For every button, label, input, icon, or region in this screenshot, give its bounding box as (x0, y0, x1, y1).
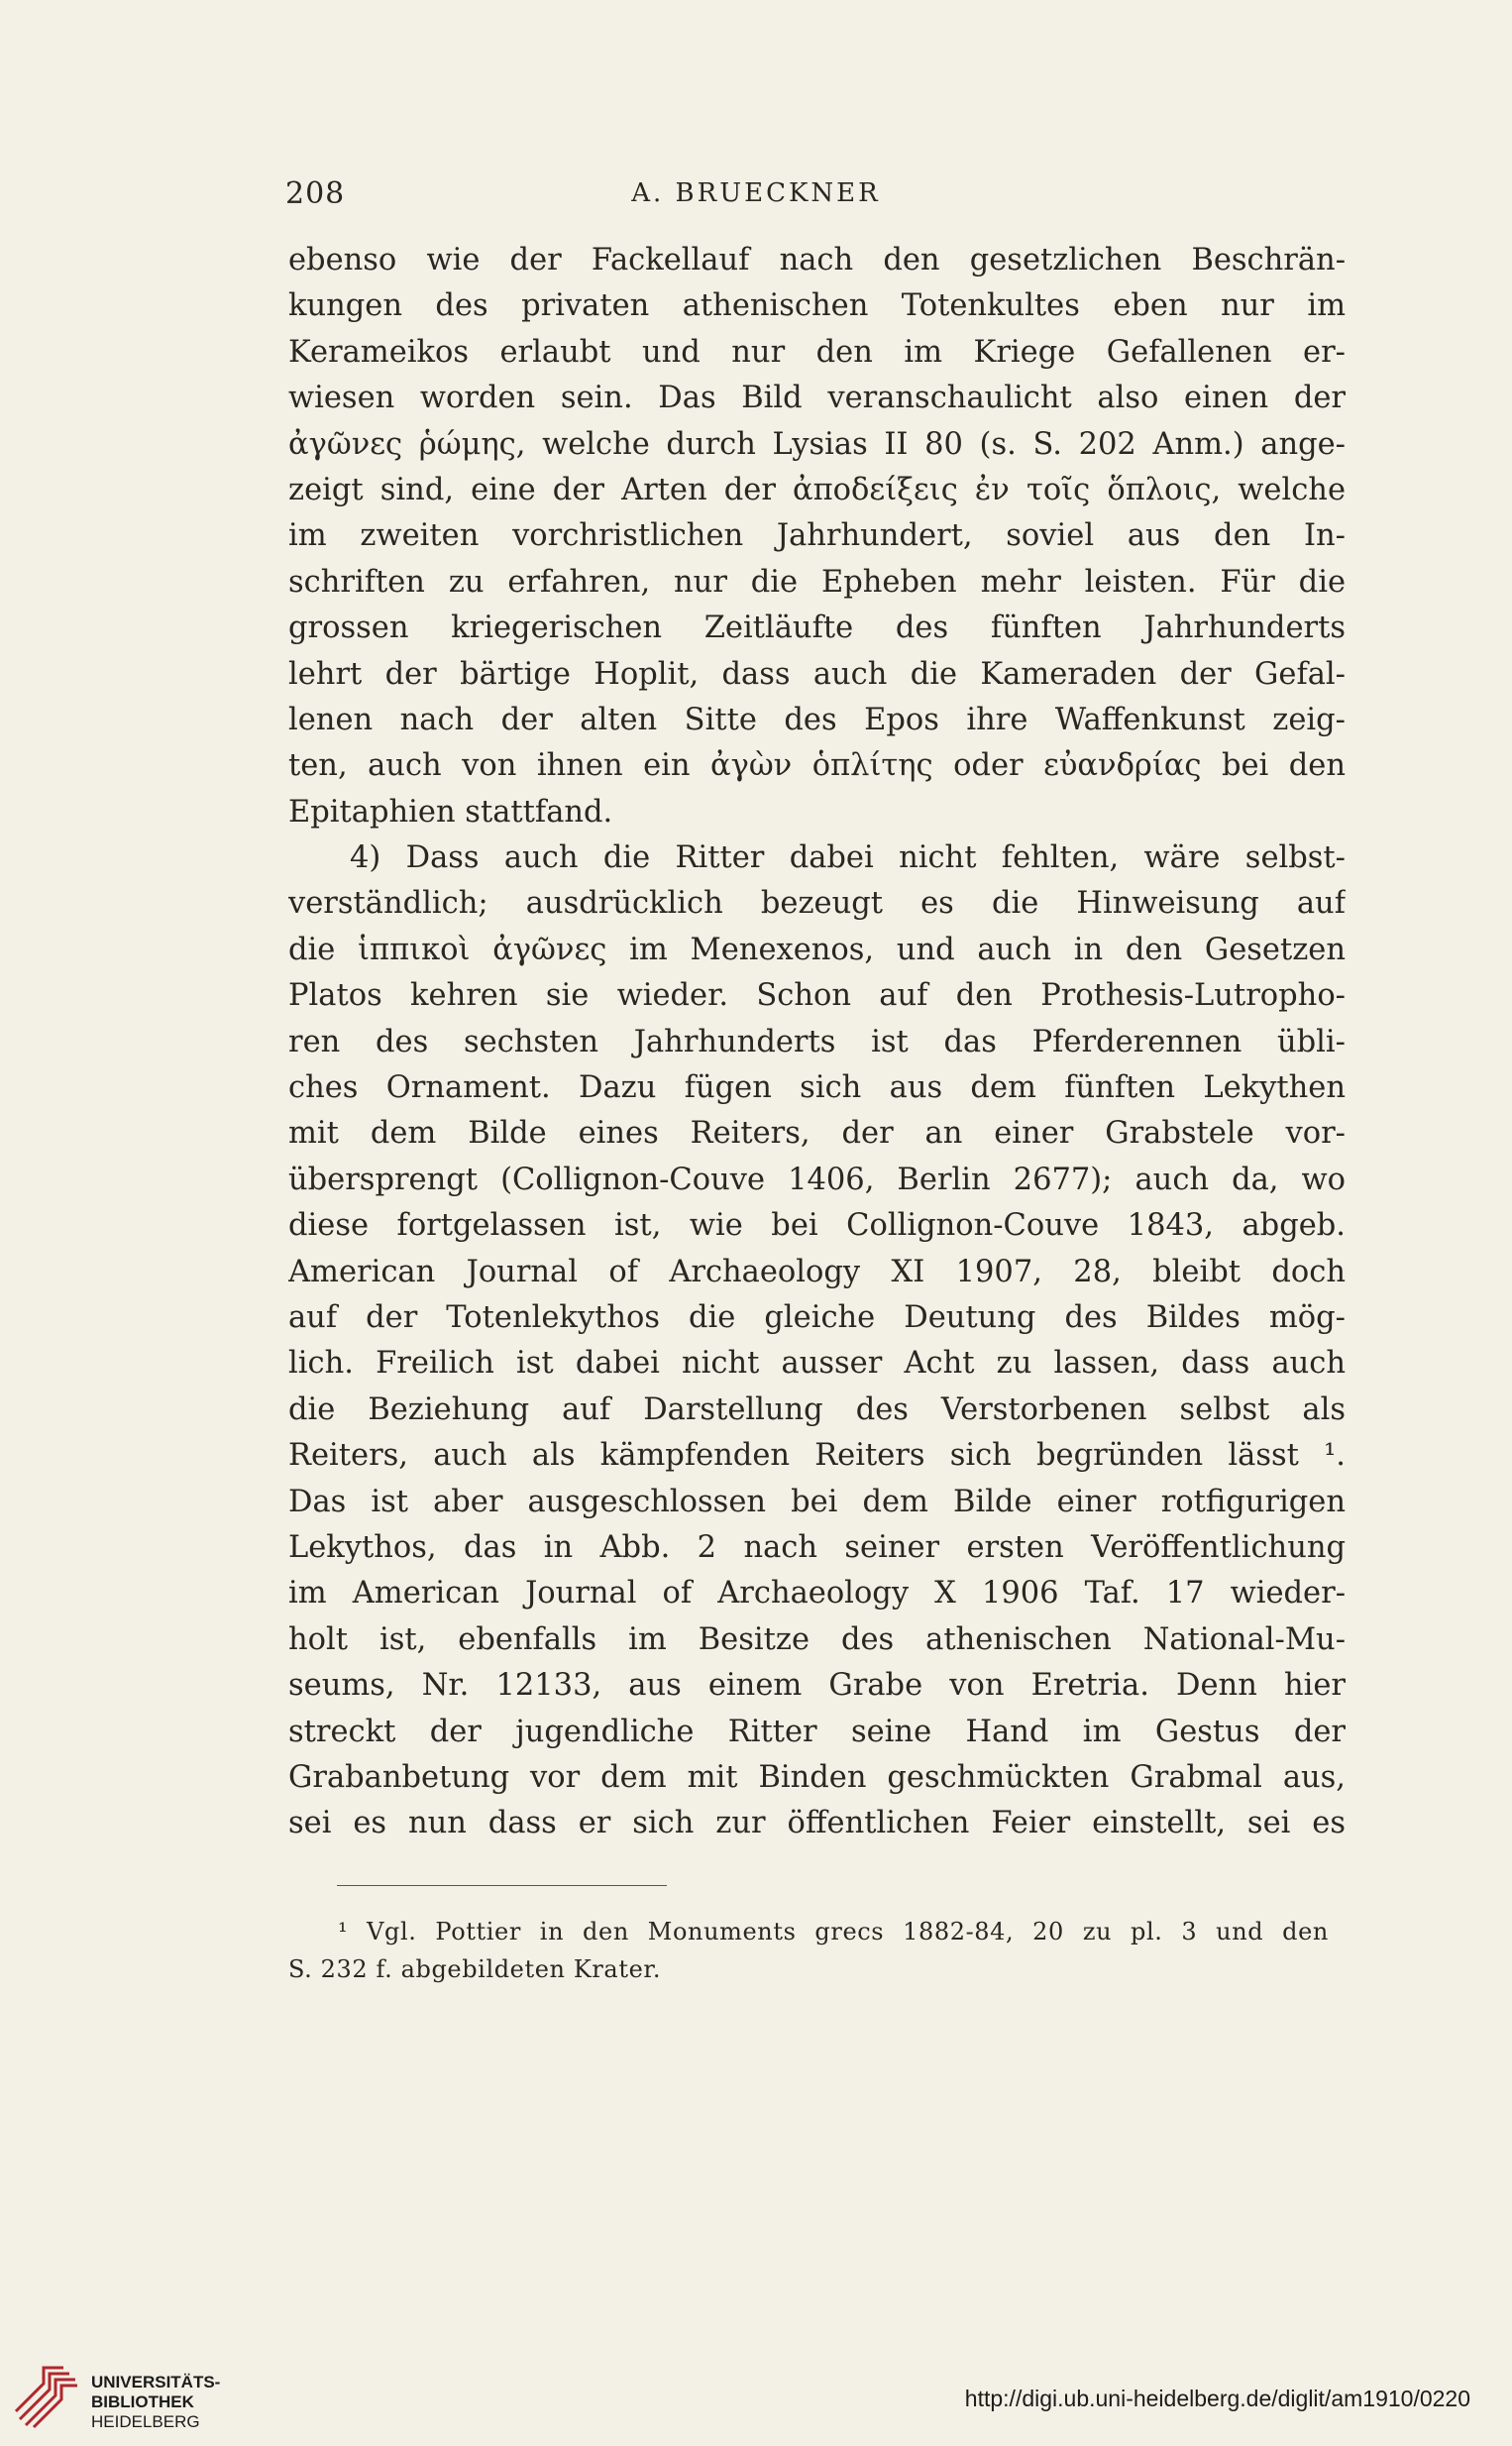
text-line: grossen kriegerischen Zeitläufte des fünften Jahrhunderts (288, 611, 1346, 646)
text-line: ches Ornament. Dazu fügen sich aus dem fünften Lekythen (288, 1070, 1346, 1106)
paragraph-start-line: 4) Dass auch die Ritter dabei nicht fehlten, wäre selbst- (350, 840, 1346, 876)
footnote-divider (337, 1885, 667, 1886)
text-line: wiesen worden sein. Das Bild veranschaulicht also einen der (288, 381, 1346, 416)
text-line: Reiters, auch als kämpfenden Reiters sich begründen lässt ¹. (288, 1438, 1346, 1474)
text-line: Kerameikos erlaubt und nur den im Kriege Gefallenen er- (288, 334, 1346, 370)
library-name-line: UNIVERSITÄTS- (91, 2373, 221, 2391)
text-line: seums, Nr. 12133, aus einem Grabe von Eretria. Denn hier (288, 1668, 1346, 1704)
text-line: sei es nun dass er sich zur öffentlichen Feier einstellt, sei es (288, 1806, 1346, 1841)
text-line: verständlich; ausdrücklich bezeugt es die Hinweisung auf (288, 886, 1346, 922)
text-line: ἀγῶνες ῥώμης, welche durch Lysias II 80 (s. S. 202 Anm.) ange- (288, 426, 1346, 462)
text-line: kungen des privaten athenischen Totenkultes eben nur im (288, 288, 1346, 324)
footnote-line: S. 232 f. abgebildeten Krater. (288, 1955, 662, 1983)
body-text (288, 238, 1346, 1847)
library-name-line: HEIDELBERG (91, 2412, 200, 2431)
library-logo-icon (14, 2364, 79, 2429)
paragraph-end-line: Epitaphien stattfand. (288, 794, 613, 830)
library-name (91, 2373, 220, 2432)
text-line: ebenso wie der Fackellauf nach den gesetzlichen Beschrän- (288, 243, 1346, 278)
text-line: lenen nach der alten Sitte des Epos ihre Waffenkunst zeig- (288, 702, 1346, 737)
text-line: ten, auch von ihnen ein ἀγὼν ὁπλίτης oder εὐανδρίας bei den (288, 748, 1346, 784)
text-line: zeigt sind, eine der Arten der ἀποδείξεις ἐν τοῖς ὅπλοις, welche (288, 472, 1346, 507)
text-line: im zweiten vorchristlichen Jahrhundert, soviel aus den In- (288, 518, 1346, 554)
text-line: diese fortgelassen ist, wie bei Collignon-Couve 1843, abgeb. (288, 1208, 1346, 1244)
text-line: auf der Totenlekythos die gleiche Deutung des Bildes mög- (288, 1299, 1346, 1335)
text-line: lich. Freilich ist dabei nicht ausser Acht zu lassen, dass auch (288, 1346, 1346, 1382)
text-line: im American Journal of Archaeology X 1906 Taf. 17 wieder- (288, 1576, 1346, 1612)
source-url-link[interactable]: http://digi.ub.uni-heidelberg.de/diglit/am1910/0220 (964, 2386, 1470, 2411)
page-number: 208 (285, 176, 346, 211)
text-line: übersprengt (Collignon-Couve 1406, Berlin 2677); auch da, wo (288, 1162, 1346, 1197)
text-line: die Beziehung auf Darstellung des Verstorbenen selbst als (288, 1391, 1346, 1427)
library-name-line: BIBLIOTHEK (91, 2392, 194, 2411)
text-line: mit dem Bilde eines Reiters, der an einer Grabstele vor- (288, 1116, 1346, 1152)
text-line: Platos kehren sie wieder. Schon auf den Prothesis-Lutropho- (288, 978, 1346, 1014)
running-head: A. BRUECKNER (631, 178, 881, 208)
footnote (288, 1913, 1329, 1988)
footnote-line: ¹ Vgl. Pottier in den Monuments grecs 1882-84, 20 zu pl. 3 und den (338, 1918, 1329, 1946)
text-line: ren des sechsten Jahrhunderts ist das Pferderennen übli- (288, 1024, 1346, 1059)
text-line: streckt der jugendliche Ritter seine Hand im Gestus der (288, 1714, 1346, 1749)
text-line: lehrt der bärtige Hoplit, dass auch die Kameraden der Gefal- (288, 656, 1346, 692)
text-line: holt ist, ebenfalls im Besitze des athenischen National-Mu- (288, 1621, 1346, 1657)
text-line: schriften zu erfahren, nur die Epheben mehr leisten. Für die (288, 564, 1346, 600)
text-line: Grabanbetung vor dem mit Binden geschmückten Grabmal aus, (288, 1759, 1346, 1795)
text-line: American Journal of Archaeology XI 1907, 28, bleibt doch (288, 1254, 1346, 1289)
text-line: die ἱππικοὶ ἀγῶνες im Menexenos, und auch in den Gesetzen (288, 932, 1346, 967)
text-line: Lekythos, das in Abb. 2 nach seiner ersten Veröffentlichung (288, 1529, 1346, 1565)
text-line: Das ist aber ausgeschlossen bei dem Bilde einer rotfigurigen (288, 1484, 1346, 1519)
